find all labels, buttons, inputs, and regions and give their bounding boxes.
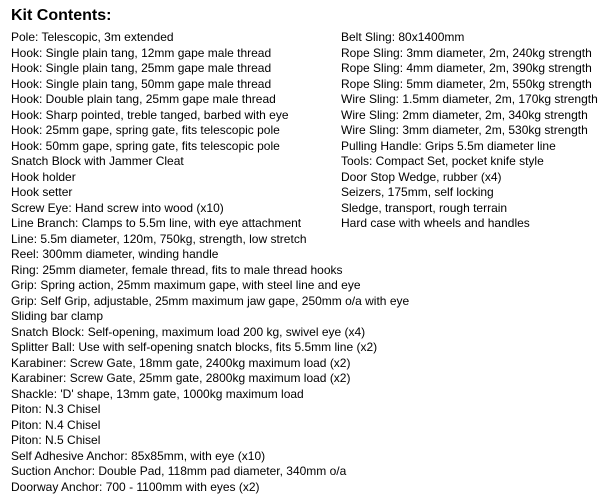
- kit-item: Door Stop Wedge, rubber (x4): [341, 170, 598, 186]
- kit-item: Karabiner: Screw Gate, 18mm gate, 2400kg maximum load (x2): [11, 356, 409, 372]
- kit-item: Wire Sling: 1.5mm diameter, 2m, 170kg strength: [341, 92, 598, 108]
- kit-item: Hook holder: [11, 170, 409, 186]
- kit-item: Shackle: 'D' shape, 13mm gate, 1000kg maximum load: [11, 387, 409, 403]
- kit-item: Piton: N.3 Chisel: [11, 402, 409, 418]
- kit-item: Wire Sling: 2mm diameter, 2m, 340kg strength: [341, 108, 598, 124]
- kit-item: Hard case with wheels and handles: [341, 216, 598, 232]
- kit-item: Line Branch: Clamps to 5.5m line, with eye attachment: [11, 216, 409, 232]
- kit-item: Hook: Sharp pointed, treble tanged, barbed with eye: [11, 108, 409, 124]
- kit-item: Self Adhesive Anchor: 85x85mm, with eye (x10): [11, 449, 409, 465]
- kit-item: Piton: N.5 Chisel: [11, 433, 409, 449]
- kit-item: Hook: 25mm gape, spring gate, fits telescopic pole: [11, 123, 409, 139]
- kit-item: Sledge, transport, rough terrain: [341, 201, 598, 217]
- kit-item: Hook: Single plain tang, 50mm gape male thread: [11, 77, 409, 93]
- kit-item: Snatch Block: Self-opening, maximum load 200 kg, swivel eye (x4): [11, 325, 409, 341]
- kit-item: Tools: Compact Set, pocket knife style: [341, 154, 598, 170]
- kit-item: Suction Anchor: Double Pad, 118mm pad diameter, 340mm o/a: [11, 464, 409, 480]
- kit-list-right: [341, 30, 598, 232]
- kit-item: Reel: 300mm diameter, winding handle: [11, 247, 409, 263]
- kit-item: Sliding bar clamp: [11, 309, 409, 325]
- kit-item: Pole: Telescopic, 3m extended: [11, 30, 409, 46]
- kit-item: Grip: Spring action, 25mm maximum gape, with steel line and eye: [11, 278, 409, 294]
- page-title: Kit Contents:: [11, 6, 111, 26]
- kit-item: Rope Sling: 3mm diameter, 2m, 240kg strength: [341, 46, 598, 62]
- kit-item: Wire Sling: 3mm diameter, 2m, 530kg strength: [341, 123, 598, 139]
- kit-item: Piton: N.4 Chisel: [11, 418, 409, 434]
- kit-item: Belt Sling: 80x1400mm: [341, 30, 598, 46]
- kit-item: Hook: Single plain tang, 12mm gape male thread: [11, 46, 409, 62]
- kit-item: Karabiner: Screw Gate, 25mm gate, 2800kg maximum load (x2): [11, 371, 409, 387]
- kit-item: Rope Sling: 5mm diameter, 2m, 550kg strength: [341, 77, 598, 93]
- kit-item: Snatch Block with Jammer Cleat: [11, 154, 409, 170]
- kit-item: Ring: 25mm diameter, female thread, fits to male thread hooks: [11, 263, 409, 279]
- kit-item: Hook: Double plain tang, 25mm gape male thread: [11, 92, 409, 108]
- kit-item: Screw Eye: Hand screw into wood (x10): [11, 201, 409, 217]
- kit-item: Pulling Handle: Grips 5.5m diameter line: [341, 139, 598, 155]
- kit-item: Splitter Ball: Use with self-opening snatch blocks, fits 5.5mm line (x2): [11, 340, 409, 356]
- kit-item: Hook: 50mm gape, spring gate, fits telescopic pole: [11, 139, 409, 155]
- kit-item: Hook setter: [11, 185, 409, 201]
- kit-item: Rope Sling: 4mm diameter, 2m, 390kg strength: [341, 61, 598, 77]
- kit-item: Line: 5.5m diameter, 120m, 750kg, strength, low stretch: [11, 232, 409, 248]
- kit-item: Grip: Self Grip, adjustable, 25mm maximum jaw gape, 250mm o/a with eye: [11, 294, 409, 310]
- kit-item: Doorway Anchor: 700 - 1100mm with eyes (x2): [11, 480, 409, 495]
- kit-item: Seizers, 175mm, self locking: [341, 185, 598, 201]
- kit-item: Hook: Single plain tang, 25mm gape male thread: [11, 61, 409, 77]
